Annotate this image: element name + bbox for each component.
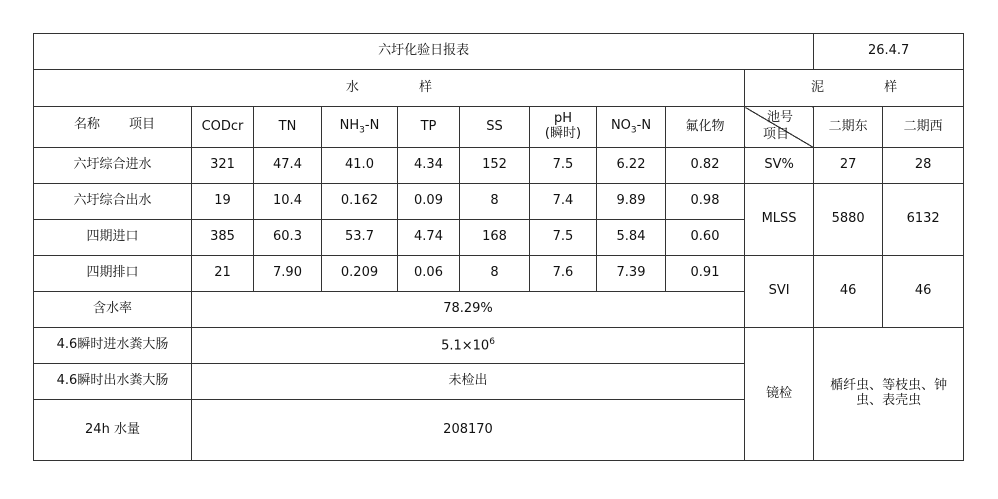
row-name: 六圩综合进水 xyxy=(34,148,192,184)
cell-tp: 0.06 xyxy=(398,256,460,292)
cell-tp: 4.34 xyxy=(398,148,460,184)
cell-fluoride: 0.60 xyxy=(666,220,745,256)
col-header-fluoride: 氟化物 xyxy=(666,107,745,148)
svi-west: 46 xyxy=(883,256,964,328)
cell-cod: 21 xyxy=(192,256,254,292)
water-sample-header: 水 样 xyxy=(34,70,745,107)
table-row xyxy=(34,256,964,292)
cell-ss: 152 xyxy=(460,148,530,184)
cell-nh3n: 41.0 xyxy=(322,148,398,184)
name-item-header xyxy=(34,107,192,148)
sv-west: 28 xyxy=(883,148,964,184)
report-date: 26.4.7 xyxy=(814,34,964,70)
pool-item-header xyxy=(745,107,814,148)
cell-nh3n: 0.162 xyxy=(322,184,398,220)
row-name: 四期进口 xyxy=(34,220,192,256)
col-header-west: 二期西 xyxy=(883,107,964,148)
cell-tp: 4.74 xyxy=(398,220,460,256)
cell-ss: 168 xyxy=(460,220,530,256)
table-row xyxy=(34,184,964,220)
cell-no3n: 6.22 xyxy=(597,148,666,184)
sv-label: SV% xyxy=(745,148,814,184)
microscope-value: 楯纤虫、等枝虫、钟虫、表壳虫 xyxy=(814,328,964,461)
cell-fluoride: 0.98 xyxy=(666,184,745,220)
extra-value-base: 5.1×10 xyxy=(441,338,490,354)
cell-no3n: 7.39 xyxy=(597,256,666,292)
sludge-sample-header: 泥 样 xyxy=(745,70,964,107)
extra-value-exponent: 6 xyxy=(489,336,495,347)
cell-tn: 47.4 xyxy=(254,148,322,184)
extra-label: 4.6瞬时进水粪大肠 xyxy=(34,328,192,364)
name-header-label: 名称 xyxy=(74,117,101,132)
cell-nh3n: 0.209 xyxy=(322,256,398,292)
table-row xyxy=(34,328,964,364)
sv-east: 27 xyxy=(814,148,883,184)
daily-lab-report-table xyxy=(33,33,964,461)
cell-nh3n: 53.7 xyxy=(322,220,398,256)
extra-label: 24h 水量 xyxy=(34,400,192,461)
pool-no-label: 池号 xyxy=(767,110,794,125)
extra-value xyxy=(192,328,745,364)
row-name: 六圩综合出水 xyxy=(34,184,192,220)
cell-cod: 321 xyxy=(192,148,254,184)
col-header-ss: SS xyxy=(460,107,530,148)
col-header-cod: CODcr xyxy=(192,107,254,148)
extra-label: 4.6瞬时出水粪大肠 xyxy=(34,364,192,400)
extra-value: 未检出 xyxy=(192,364,745,400)
cell-ph: 7.4 xyxy=(530,184,597,220)
col-header-tp: TP xyxy=(398,107,460,148)
extra-label: 含水率 xyxy=(34,292,192,328)
cell-no3n: 9.89 xyxy=(597,184,666,220)
cell-tp: 0.09 xyxy=(398,184,460,220)
cell-no3n: 5.84 xyxy=(597,220,666,256)
col-header-nh3n: $NH_3-N$ xyxy=(322,107,398,148)
col-header-tn: TN xyxy=(254,107,322,148)
table-row xyxy=(34,148,964,184)
cell-tn: 60.3 xyxy=(254,220,322,256)
cell-fluoride: 0.82 xyxy=(666,148,745,184)
item-header-label: 项目 xyxy=(129,117,156,132)
cell-tn: 7.90 xyxy=(254,256,322,292)
extra-value: 208170 xyxy=(192,400,745,461)
cell-fluoride: 0.91 xyxy=(666,256,745,292)
cell-tn: 10.4 xyxy=(254,184,322,220)
extra-value: 78.29% xyxy=(192,292,745,328)
mlss-west: 6132 xyxy=(883,184,964,256)
cell-ph: 7.5 xyxy=(530,148,597,184)
mlss-label: MLSS xyxy=(745,184,814,256)
col-header-ph xyxy=(530,107,597,148)
mlss-east: 5880 xyxy=(814,184,883,256)
row-name: 四期排口 xyxy=(34,256,192,292)
cell-cod: 385 xyxy=(192,220,254,256)
cell-cod: 19 xyxy=(192,184,254,220)
svi-east: 46 xyxy=(814,256,883,328)
ph-note: (瞬时) xyxy=(544,126,582,141)
col-header-no3n: $NO_3-N$ xyxy=(597,107,666,148)
svi-label: SVI xyxy=(745,256,814,328)
cell-ph: 7.5 xyxy=(530,220,597,256)
cell-ph: 7.6 xyxy=(530,256,597,292)
report-title: 六圩化验日报表 xyxy=(34,34,814,70)
ph-label: pH xyxy=(553,111,573,127)
pool-item-label: 项目 xyxy=(763,127,790,143)
cell-ss: 8 xyxy=(460,256,530,292)
col-header-east: 二期东 xyxy=(814,107,883,148)
microscope-label: 镜检 xyxy=(745,328,814,461)
cell-ss: 8 xyxy=(460,184,530,220)
